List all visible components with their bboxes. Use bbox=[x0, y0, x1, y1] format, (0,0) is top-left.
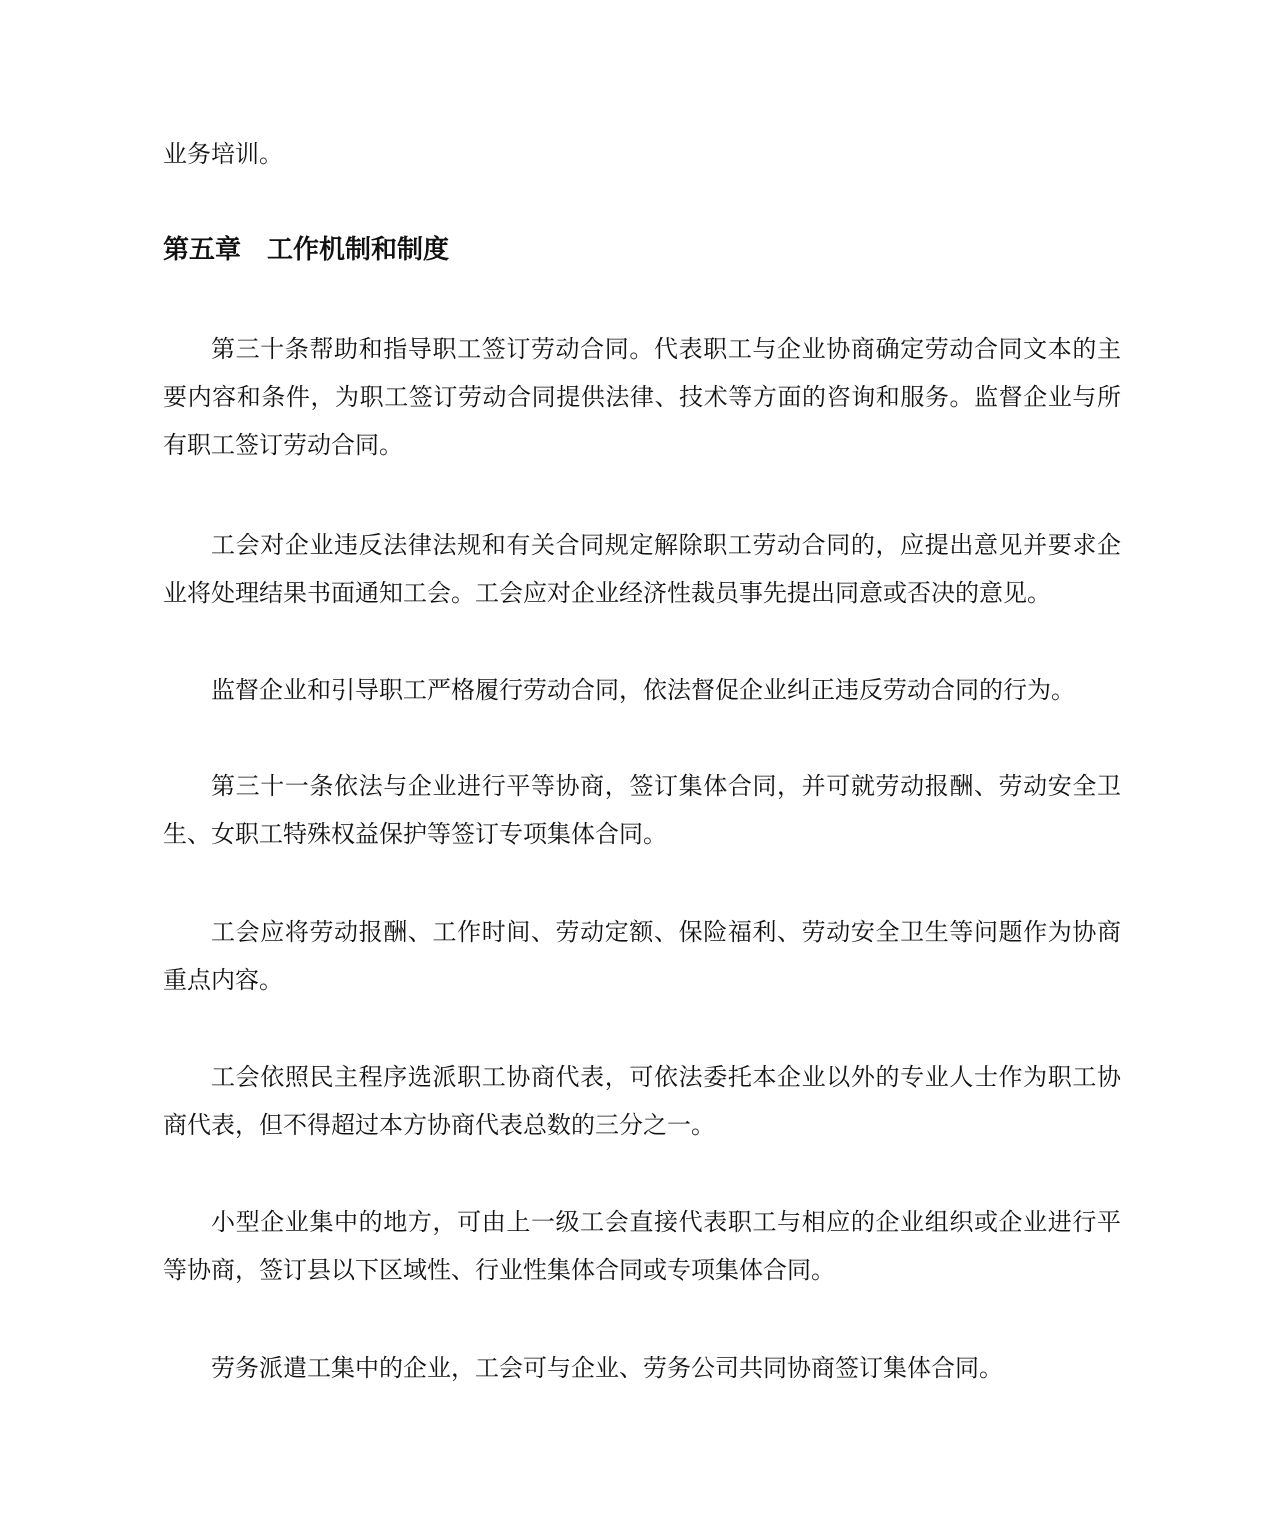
paragraph-article-30: 第三十条帮助和指导职工签订劳动合同。代表职工与企业协商确定劳动合同文本的主要内容和条件，为职工签订劳动合同提供法律、技术等方面的咨询和服务。监督企业与所有职工签订劳动合同。 bbox=[163, 335, 1121, 459]
paragraph-article-31: 第三十一条依法与企业进行平等协商，签订集体合同，并可就劳动报酬、劳动安全卫生、女职工特殊权益保护等签订专项集体合同。 bbox=[163, 772, 1121, 848]
paragraph-small-enterprises: 小型企业集中的地方，可由上一级工会直接代表职工与相应的企业组织或企业进行平等协商，签订县以下区域性、行业性集体合同或专项集体合同。 bbox=[163, 1208, 1121, 1284]
paragraph-union-dismissal: 工会对企业违反法律法规和有关合同规定解除职工劳动合同的，应提出意见并要求企业将处理结果书面通知工会。工会应对企业经济性裁员事先提出同意或否决的意见。 bbox=[163, 531, 1121, 607]
carryover-paragraph: 业务培训。 bbox=[163, 140, 283, 168]
chapter-heading: 第五章 工作机制和制度 bbox=[163, 235, 450, 265]
paragraph-negotiation-topics: 工会应将劳动报酬、工作时间、劳动定额、保险福利、劳动安全卫生等问题作为协商重点内容。 bbox=[163, 918, 1121, 994]
paragraph-representatives: 工会依照民主程序选派职工协商代表，可依法委托本企业以外的专业人士作为职工协商代表，但不得超过本方协商代表总数的三分之一。 bbox=[163, 1063, 1121, 1139]
paragraph-supervise-contract: 监督企业和引导职工严格履行劳动合同，依法督促企业纠正违反劳动合同的行为。 bbox=[211, 676, 1075, 704]
paragraph-dispatched-workers: 劳务派遣工集中的企业，工会可与企业、劳务公司共同协商签订集体合同。 bbox=[211, 1354, 1003, 1382]
